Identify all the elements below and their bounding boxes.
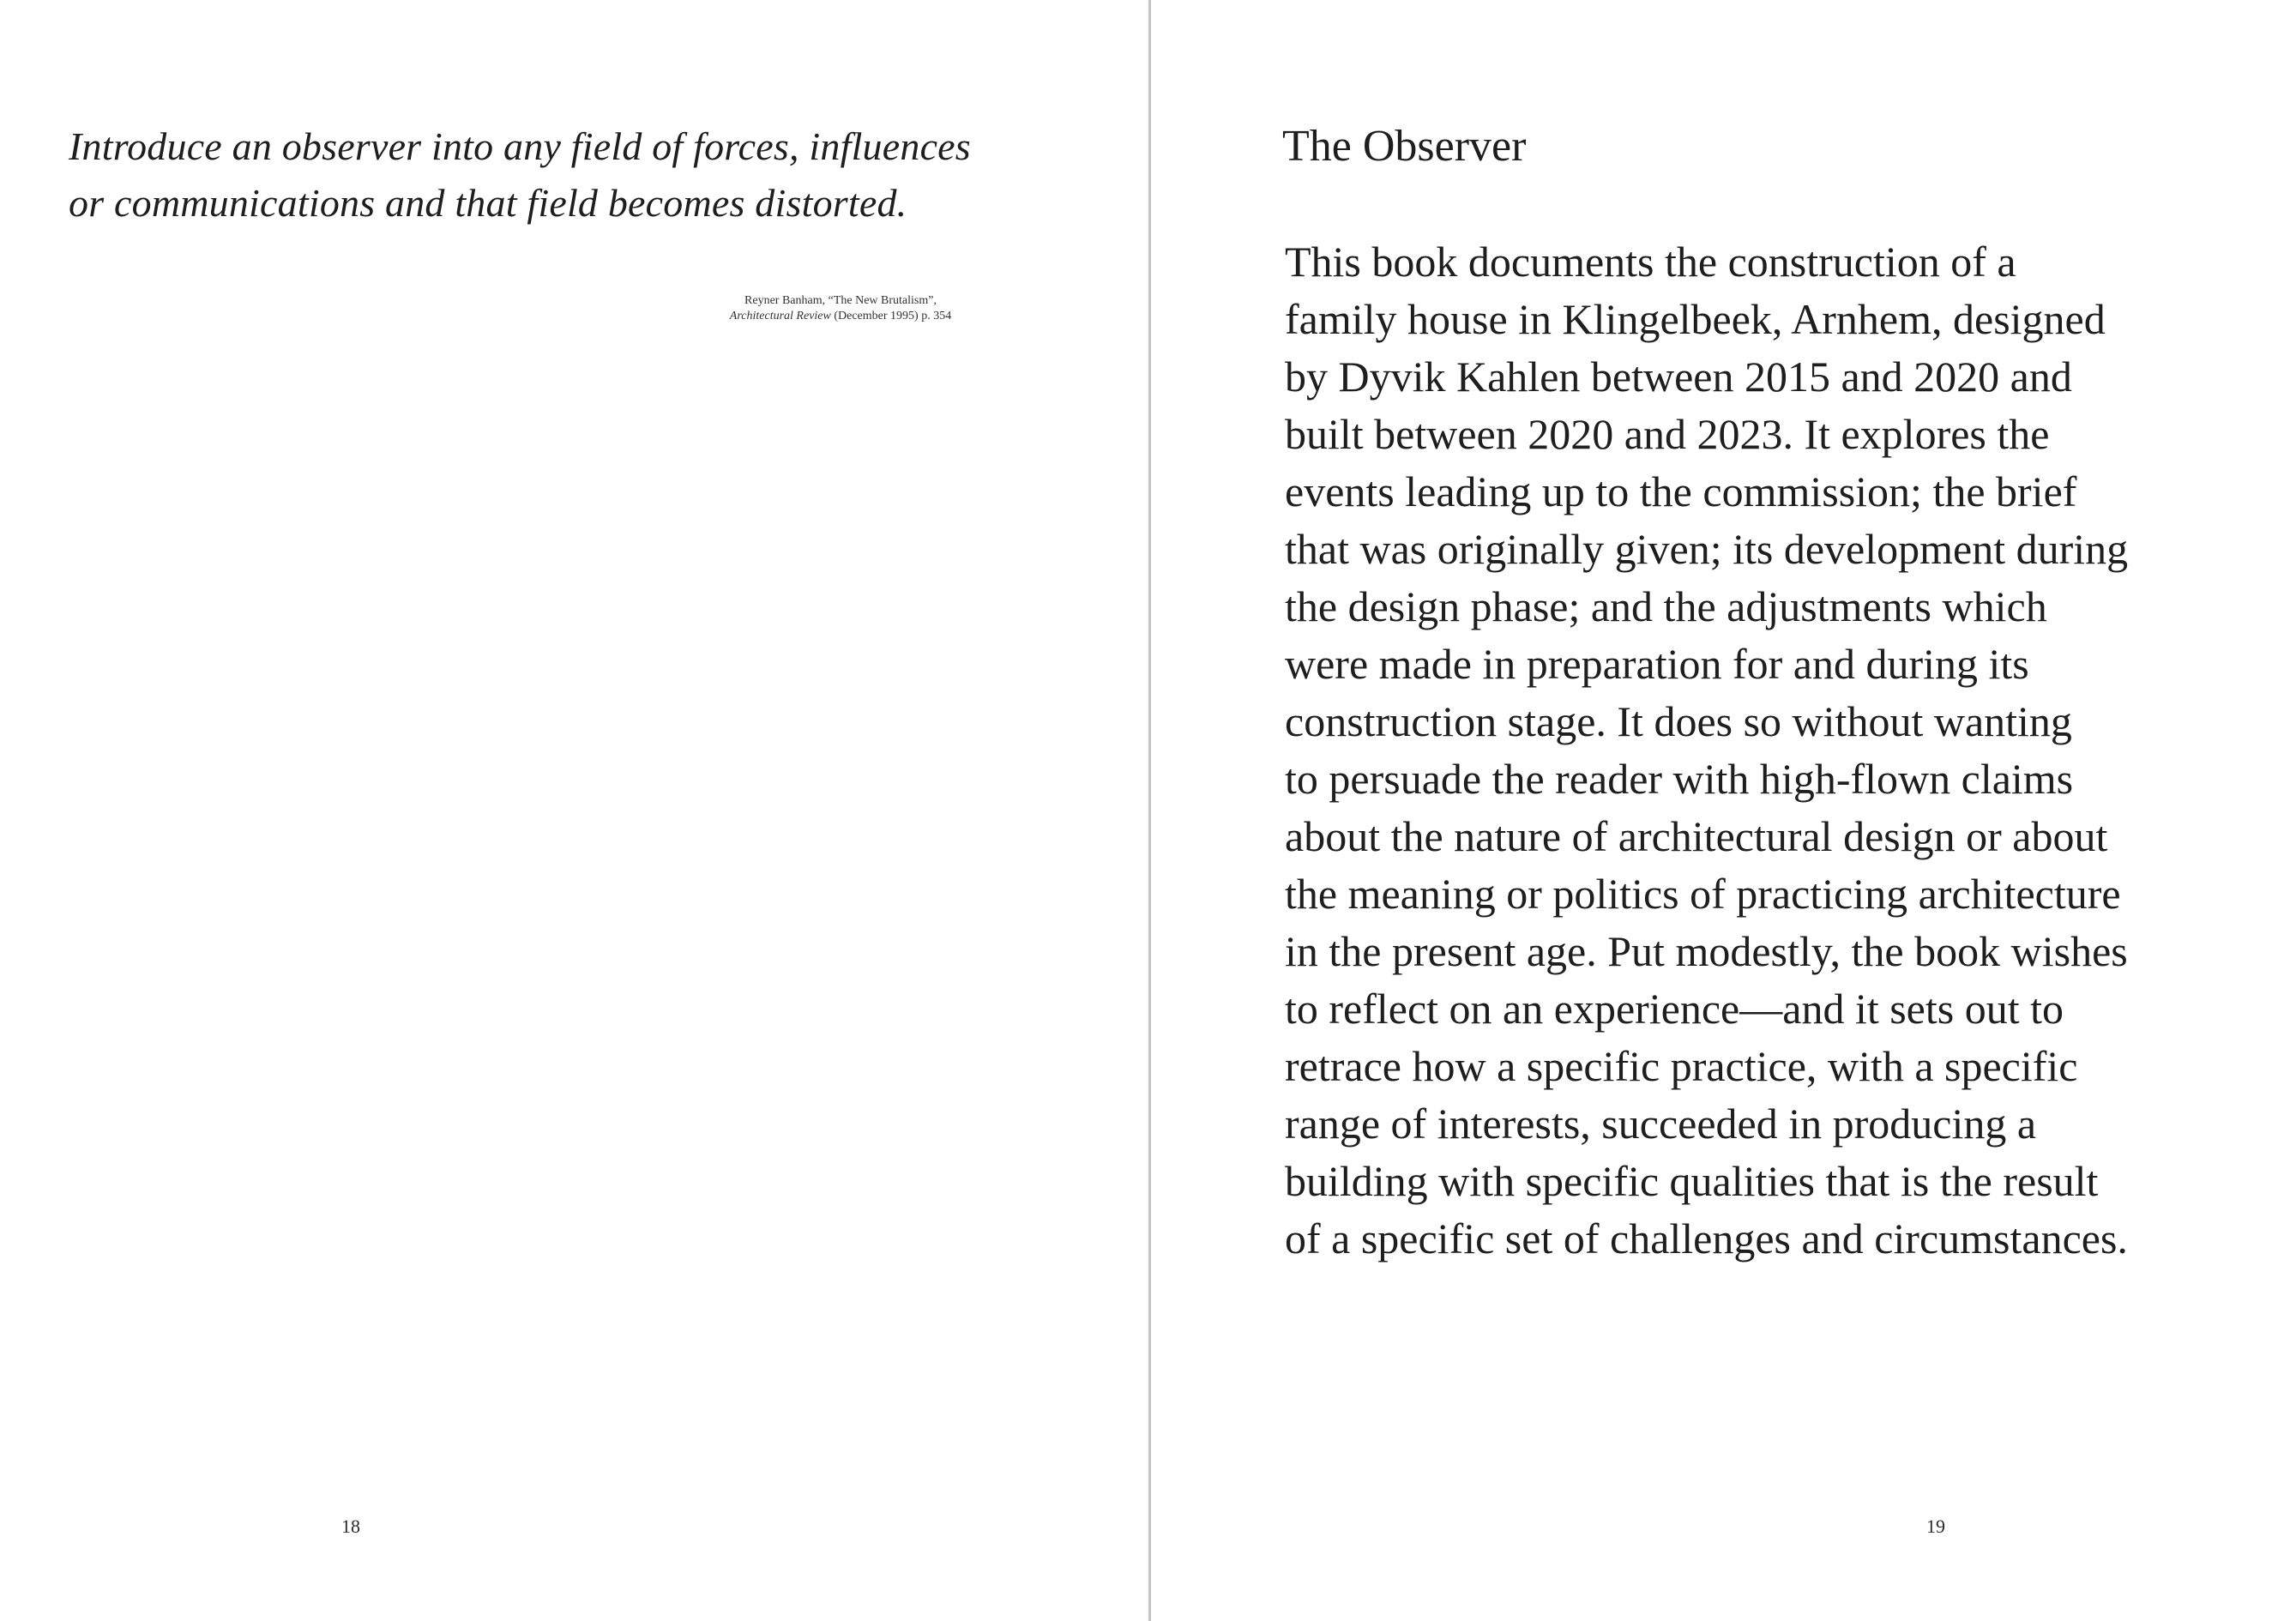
citation-source-line	[686, 309, 995, 324]
body-line: range of interests, succeeded in producing a	[1285, 1100, 2037, 1148]
chapter-title: The Observer	[1282, 122, 1527, 171]
body-line: about the nature of architectural design or about	[1285, 812, 2108, 860]
page-gutter-divider	[1148, 0, 1151, 1621]
page-number-right: 19	[1926, 1516, 1945, 1537]
body-line: the meaning or politics of practicing architecture	[1285, 870, 2121, 918]
body-line: retrace how a specific practice, with a specific	[1285, 1042, 2078, 1090]
page-number-left: 18	[341, 1516, 360, 1537]
epigraph-quote	[69, 118, 1132, 232]
body-line: construction stage. It does so without wanting	[1285, 697, 2072, 745]
body-line: were made in preparation for and during its	[1285, 640, 2029, 688]
body-line: building with specific qualities that is the result	[1285, 1157, 2099, 1205]
body-line: the design phase; and the adjustments which	[1285, 582, 2047, 630]
epigraph-line: or communications and that field becomes distorted.	[69, 181, 907, 225]
body-line: that was originally given; its development during	[1285, 525, 2129, 573]
body-line: family house in Klingelbeek, Arnhem, designed	[1285, 295, 2106, 343]
citation-date-page: (December 1995) p. 354	[830, 310, 952, 322]
body-line: built between 2020 and 2023. It explores the	[1285, 410, 2050, 458]
citation-journal: Architectural Review	[729, 310, 831, 322]
body-line: to persuade the reader with high-flown claims	[1285, 755, 2074, 803]
body-line: of a specific set of challenges and circumstances.	[1285, 1214, 2128, 1262]
epigraph-line: Introduce an observer into any field of forces, influences	[69, 124, 971, 168]
body-line: events leading up to the commission; the brief	[1285, 467, 2077, 515]
right-page	[1152, 0, 2296, 1621]
body-line: to reflect on an experience—and it sets out to	[1285, 985, 2064, 1033]
body-line: by Dyvik Kahlen between 2015 and 2020 and	[1285, 353, 2072, 401]
body-paragraph	[1285, 233, 2263, 1268]
body-line: in the present age. Put modestly, the book wishes	[1285, 927, 2128, 975]
epigraph-citation	[686, 293, 995, 324]
body-line: This book documents the construction of a	[1285, 238, 2016, 286]
citation-author-line: Reyner Banham, “The New Brutalism”,	[744, 294, 937, 307]
